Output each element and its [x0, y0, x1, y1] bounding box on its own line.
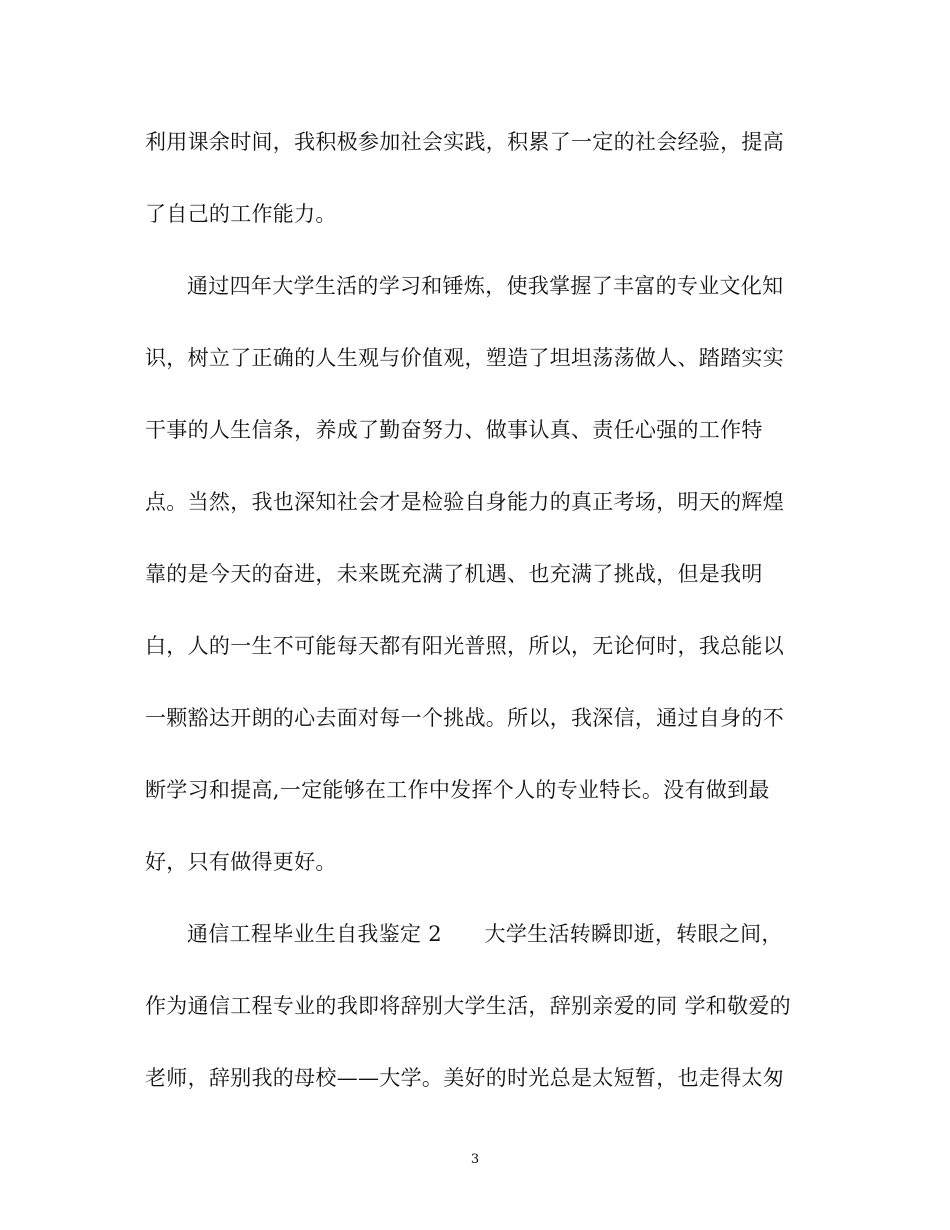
paragraph-first-line: 通信工程毕业生自我鉴定 2 大学生活转瞬即逝，转眼之间，: [187, 922, 783, 946]
text-line: 作为通信工程专业的我即将辞别大学生活，辞别亲爱的同 学和敬爱的: [145, 994, 791, 1018]
text-line: 干事的人生信条，养成了勤奋努力、做事认真、责任心强的工作特: [145, 418, 763, 442]
paragraph-first-line: 通过四年大学生活的学习和锤炼，使我掌握了丰富的专业文化知: [187, 274, 784, 298]
text-line: 利用课余时间，我积极参加社会实践，积累了一定的社会经验，提高: [145, 130, 784, 154]
text-line: 识，树立了正确的人生观与价值观，塑造了坦坦荡荡做人、踏踏实实: [145, 346, 784, 370]
text-line: 点。当然，我也深知社会才是检验自身能力的真正考场，明天的辉煌: [145, 490, 784, 514]
text-line: 白，人的一生不可能每天都有阳光普照，所以，无论何时，我总能以: [145, 634, 784, 658]
page-number: 3: [470, 1152, 480, 1167]
text-line: 了自己的工作能力。: [145, 202, 337, 226]
text-line: 一颗豁达开朗的心去面对每一个挑战。所以，我深信，通过自身的不: [145, 706, 784, 730]
text-line: 靠的是今天的奋进，未来既充满了机遇、也充满了挑战，但是我明: [145, 562, 763, 586]
text-line: 断学习和提高,一定能够在工作中发挥个人的专业特长。没有做到最: [145, 778, 770, 802]
text-line: 老师，辞别我的母校——大学。美好的时光总是太短暂，也走得太匆: [145, 1066, 784, 1090]
text-line: 好，只有做得更好。: [145, 850, 337, 874]
